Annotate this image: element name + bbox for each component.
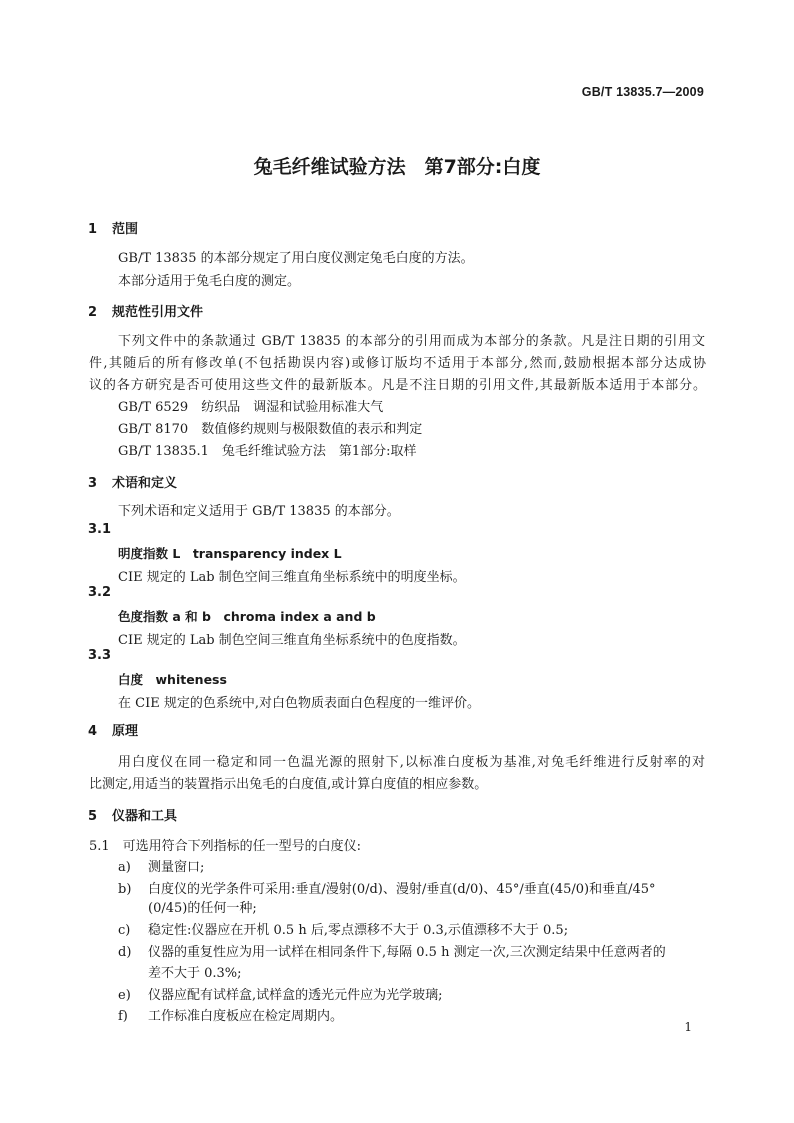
term-definition: 在 CIE 规定的色系统中,对白色物质表面白色程度的一维评价。: [118, 696, 480, 711]
paragraph: 下列术语和定义适用于 GB/T 13835 的本部分。: [118, 504, 400, 519]
list-item: [118, 919, 568, 938]
paragraph: 本部分适用于兔毛白度的测定。: [118, 274, 301, 289]
section-4-heading: [88, 720, 138, 739]
paragraph-line: 议的各方研究是否可使用这些文件的最新版本。凡是不注日期的引用文件,其最新版本适用于本部分。: [89, 378, 706, 393]
term-number: 3.2: [88, 585, 112, 600]
reference-item: GB/T 6529 纺织品 调湿和试验用标准大气: [118, 400, 384, 415]
list-item: [118, 1005, 343, 1024]
section-number: 4: [88, 724, 98, 739]
reference-item: GB/T 8170 数值修约规则与极限数值的表示和判定: [118, 422, 423, 437]
section-1-heading: [88, 218, 138, 237]
list-item: [118, 941, 666, 960]
section-title: 范围: [112, 222, 139, 237]
list-item: [118, 856, 204, 875]
list-label: d): [118, 945, 132, 960]
list-label: c): [118, 923, 131, 938]
paragraph: GB/T 13835 的本部分规定了用白度仪测定兔毛白度的方法。: [118, 251, 474, 266]
list-label: f): [118, 1009, 128, 1024]
term-definition: CIE 规定的 Lab 制色空间三维直角坐标系统中的色度指数。: [118, 633, 466, 648]
section-number: 1: [88, 222, 98, 237]
list-text: 工作标准白度板应在检定周期内。: [148, 1009, 344, 1024]
list-text: 仪器应配有试样盒,试样盒的透光元件应为光学玻璃;: [148, 988, 443, 1003]
paragraph-line: 件,其随后的所有修改单(不包括勘误内容)或修订版均不适用于本部分,然而,鼓励根据本部分达成协: [89, 356, 706, 371]
section-5-heading: [88, 805, 177, 824]
section-number: 2: [88, 305, 98, 320]
clause-5-1: 5.1 可选用符合下列指标的任一型号的白度仪:: [89, 839, 362, 854]
list-text: 仪器的重复性应为用一试样在相同条件下,每隔 0.5 h 测定一次,三次测定结果中任意两者的: [148, 945, 666, 960]
page-number: 1: [684, 1020, 692, 1034]
section-number: 5: [88, 809, 98, 824]
reference-item: GB/T 13835.1 兔毛纤维试验方法 第1部分:取样: [118, 444, 417, 459]
list-label: e): [118, 988, 131, 1003]
list-text: 白度仪的光学条件可采用:垂直/漫射(0/d)、漫射/垂直(d/0)、45°/垂直(45/0)和垂直/45°: [148, 882, 656, 897]
list-label: a): [118, 860, 131, 875]
term-number: 3.1: [88, 522, 112, 537]
term-heading: 白度 whiteness: [118, 672, 227, 687]
term-number: 3.3: [88, 648, 112, 663]
paragraph-line: 比测定,用适当的装置指示出兔毛的白度值,或计算白度值的相应参数。: [89, 777, 488, 792]
list-text: 稳定性:仪器应在开机 0.5 h 后,零点漂移不大于 0.3,示值漂移不大于 0.5;: [148, 923, 569, 938]
section-title: 术语和定义: [112, 476, 178, 491]
section-title: 仪器和工具: [112, 809, 178, 824]
section-title: 原理: [112, 724, 139, 739]
list-text-continuation: 差不大于 0.3%;: [148, 966, 242, 981]
section-3-heading: [88, 472, 177, 491]
standard-number: GB/T 13835.7—2009: [581, 85, 704, 99]
term-heading: 色度指数 a 和 b chroma index a and b: [118, 609, 376, 624]
paragraph-line: 用白度仪在同一稳定和同一色温光源的照射下,以标准白度板为基准,对兔毛纤维进行反射率的对: [118, 755, 705, 770]
section-number: 3: [88, 476, 98, 491]
list-text-continuation: (0/45)的任何一种;: [148, 901, 257, 916]
list-item: [118, 984, 443, 1003]
section-title: 规范性引用文件: [112, 305, 204, 320]
paragraph-line: 下列文件中的条款通过 GB/T 13835 的本部分的引用而成为本部分的条款。凡是注日期的引用文: [118, 334, 705, 349]
term-definition: CIE 规定的 Lab 制色空间三维直角坐标系统中的明度坐标。: [118, 570, 466, 585]
term-heading: 明度指数 L transparency index L: [118, 546, 342, 561]
section-2-heading: [88, 301, 203, 320]
document-title: 兔毛纤维试验方法 第7部分:白度: [253, 156, 541, 178]
list-item: [118, 878, 656, 897]
list-label: b): [118, 882, 132, 897]
list-text: 测量窗口;: [148, 860, 205, 875]
